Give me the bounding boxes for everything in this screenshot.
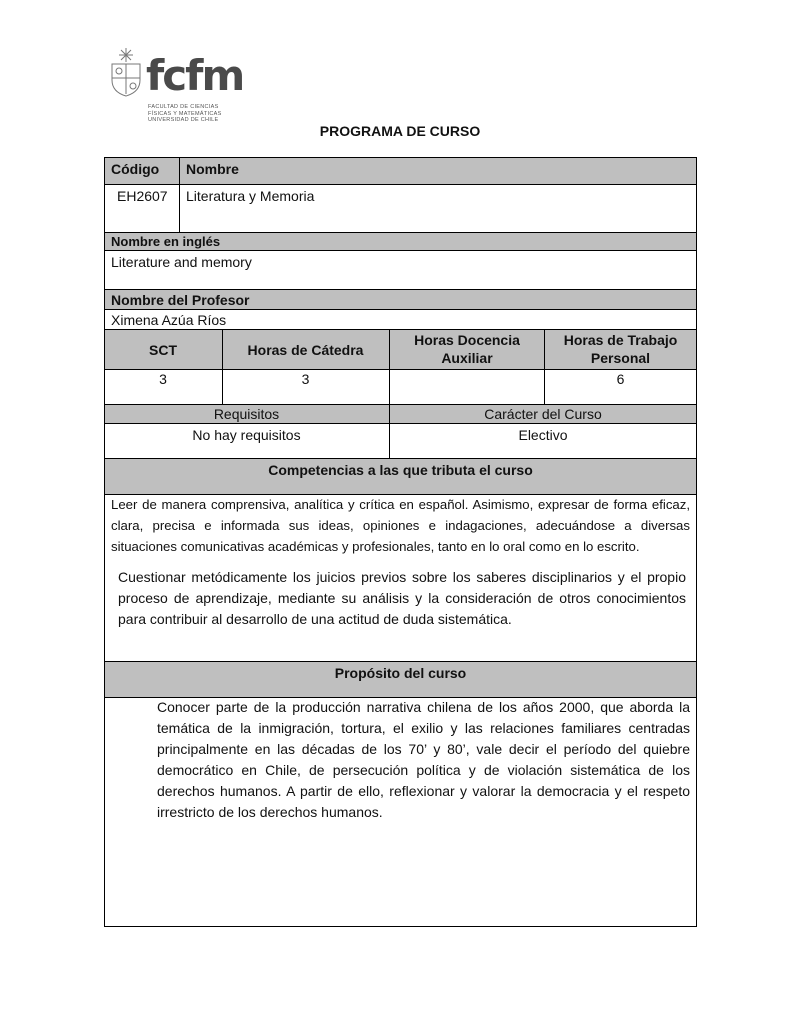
catedra-value: 3 [301,371,310,387]
character-value: Electivo [518,427,568,443]
catedra-header: Horas de Cátedra [247,342,364,358]
fcfm-logo [108,46,244,126]
name-label: Nombre [186,161,239,177]
faculty-subtitle: FACULTAD DE CIENCIAS FÍSICAS Y MATEMÁTICAS UNIVERSIDAD DE CHILE [148,104,222,123]
personal-value: 6 [616,371,625,387]
page-title: PROGRAMA DE CURSO [319,123,481,139]
code-label: Código [111,161,160,177]
university-crest-icon [108,46,144,98]
course-name: Literatura y Memoria [186,188,315,204]
requirements-label: Requisitos [213,406,280,422]
sct-value: 3 [159,371,167,387]
competencias-paragraph-1: Leer de manera comprensiva, analítica y crítica en español. Asimismo, expresar de forma eficaz, clara, precisa e informada sus ideas, opiniones e indagaciones, adecuándose a diversas situaciones comunicativas académicas y profesionales, tanto en lo oral como en lo escrito. [111,497,690,554]
competencias-paragraph-2: Cuestionar metódicamente los juicios previos sobre los saberes disciplinarios y el propio proceso de aprendizaje, mediante su análisis y la consideración de otros conocimientos para contribuir al desarrollo de una actitud de duda sistemática. [118,569,686,627]
professor-label: Nombre del Profesor [111,292,250,308]
competencias-header: Competencias a las que tributa el curso [268,462,533,478]
professor-name: Ximena Azúa Ríos [111,312,227,328]
proposito-header: Propósito del curso [334,665,467,681]
brand-text: fcfm [146,51,244,100]
proposito-text: Conocer parte de la producción narrativa chilena de los años 2000, que aborda la temática de la inmigración, tortura, el exilio y las relaciones familiares centradas principalmente en las décadas de los 70’ y 80’, vale decir el período del quiebre democrático en Chile, de persecución política y de violación sistemática de los derechos humanos. A partir de ello, reflexionar y valorar la democracia y el respeto irrestricto de los derechos humanos. [157,699,690,820]
character-label: Carácter del Curso [484,406,602,422]
sct-header: SCT [149,342,177,358]
requirements-value: No hay requisitos [192,427,301,443]
auxiliar-header: Horas Docencia Auxiliar [414,332,520,366]
course-code: EH2607 [117,188,168,204]
personal-header: Horas de Trabajo Personal [563,332,678,366]
english-name: Literature and memory [111,254,252,270]
english-name-label: Nombre en inglés [111,234,221,249]
